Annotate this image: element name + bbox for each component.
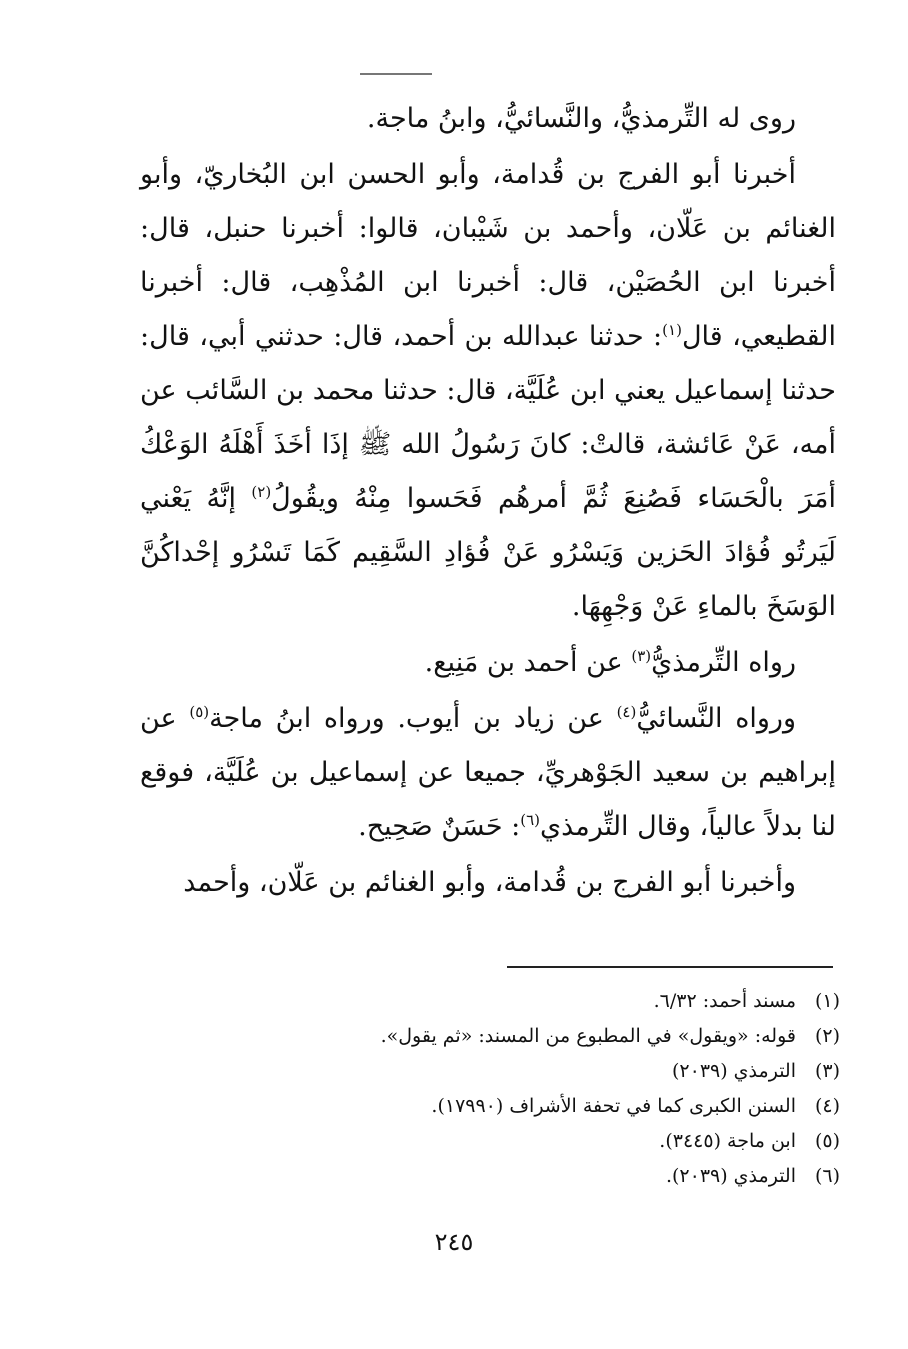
footnote-6	[300, 1159, 840, 1194]
footnote-4	[300, 1089, 840, 1124]
footnote-text: السنن الكبرى كما في تحفة الأشراف (١٧٩٩٠).	[431, 1095, 796, 1117]
text-segment: : حَسَنٌ صَحِيح.	[358, 811, 521, 842]
footnote-number: (٦)	[814, 1165, 840, 1187]
text-segment: عن إبراهيم بن سعيد الجَوْهريِّ، جميعا عن إسماعيل بن عُلَيَّة، فوقع لنا بدلاً عالياً، وقال التِّرمذي	[140, 703, 836, 842]
footnote-text: ابن ماجة (٣٤٤٥).	[659, 1130, 796, 1152]
text-segment: إنَّهُ يَعْني لَيَرتُو فُؤادَ الحَزين وَيَسْرُو عَنْ فُؤادِ السَّقِيم كَمَا تَسْرُو إحْداكُنَّ الوَسَخَ بالماءِ عَنْ وَجْهِهَا.	[140, 483, 836, 622]
footnote-number: (١)	[814, 990, 840, 1012]
footnote-number: (٤)	[814, 1095, 840, 1117]
footnote-ref-1[interactable]: (١)	[662, 321, 682, 339]
text-segment: عن أحمد بن مَنِيع.	[424, 647, 632, 678]
footnote-ref-2[interactable]: (٢)	[251, 483, 272, 501]
text-segment: روى له التِّرمذيُّ، والنَّسائيُّ، وابنُ ماجة.	[366, 103, 796, 134]
footnote-1	[300, 984, 840, 1019]
footnote-number: (٣)	[814, 1060, 840, 1082]
footnote-ref-4[interactable]: (٤)	[616, 703, 637, 721]
header-rule	[360, 73, 432, 75]
footnote-ref-3[interactable]: (٣)	[631, 647, 652, 665]
footnote-2	[300, 1019, 840, 1054]
footnote-number: (٥)	[814, 1130, 840, 1152]
footnote-5	[300, 1124, 840, 1159]
text-segment: أخبرنا أبو الفرج بن قُدامة، وأبو الحسن ابن البُخاريّ، وأبو الغنائم بن عَلّان، وأحمد بن شَيْبان، قالوا: أخبرنا حنبل، قال: أخبرنا ابن الحُصَيْن، قال: أخبرنا ابن المُذْهِب، قال: أخبرنا القطيعي، قال	[140, 159, 836, 352]
text-segment: عن زياد بن أيوب. ورواه ابنُ ماجة	[209, 703, 617, 734]
text-segment: : حدثنا عبدالله بن أحمد، قال: حدثني أبي، قال: حدثنا إسماعيل يعني ابن عُلَيَّة، قال: حدثنا محمد بن السَّائب عن أمه، عَنْ عَائشة، قالتْ: كانَ رَسُولُ الله ﷺ إذَا أخَذَ أَهْلَهُ الوَعْكُ أمَرَ بالْحَسَاء فَصُنِعَ ثُمَّ أمرهُم فَحَسوا مِنْهُ ويقُولُ	[140, 321, 836, 514]
paragraph-4	[140, 692, 836, 854]
page-number: ٢٤٥	[434, 1228, 474, 1256]
footnotes	[300, 984, 840, 1194]
footnote-3	[300, 1054, 840, 1089]
paragraph-3	[140, 636, 836, 690]
footnote-separator	[507, 966, 833, 968]
text-segment: وأخبرنا أبو الفرج بن قُدامة، وأبو الغنائم بن عَلّان، وأحمد	[183, 867, 796, 898]
text-segment: ورواه النَّسائيُّ	[636, 703, 796, 734]
footnote-ref-6[interactable]: (٦)	[520, 811, 540, 829]
paragraph-2	[140, 148, 836, 634]
footnote-number: (٢)	[814, 1025, 840, 1047]
footnote-text: الترمذي (٢٠٣٩)	[671, 1060, 796, 1082]
footnote-text: مسند أحمد: ٦/٣٢.	[653, 990, 796, 1012]
footnote-text: قوله: «ويقول» في المطبوع من المسند: «ثم يقول».	[380, 1025, 796, 1047]
main-text	[140, 92, 836, 912]
paragraph-5	[140, 856, 836, 910]
footnote-ref-5[interactable]: (٥)	[189, 703, 210, 721]
paragraph-1	[140, 92, 836, 146]
text-segment: رواه التِّرمذيُّ	[651, 647, 796, 678]
footnote-text: الترمذي (٢٠٣٩).	[665, 1165, 796, 1187]
